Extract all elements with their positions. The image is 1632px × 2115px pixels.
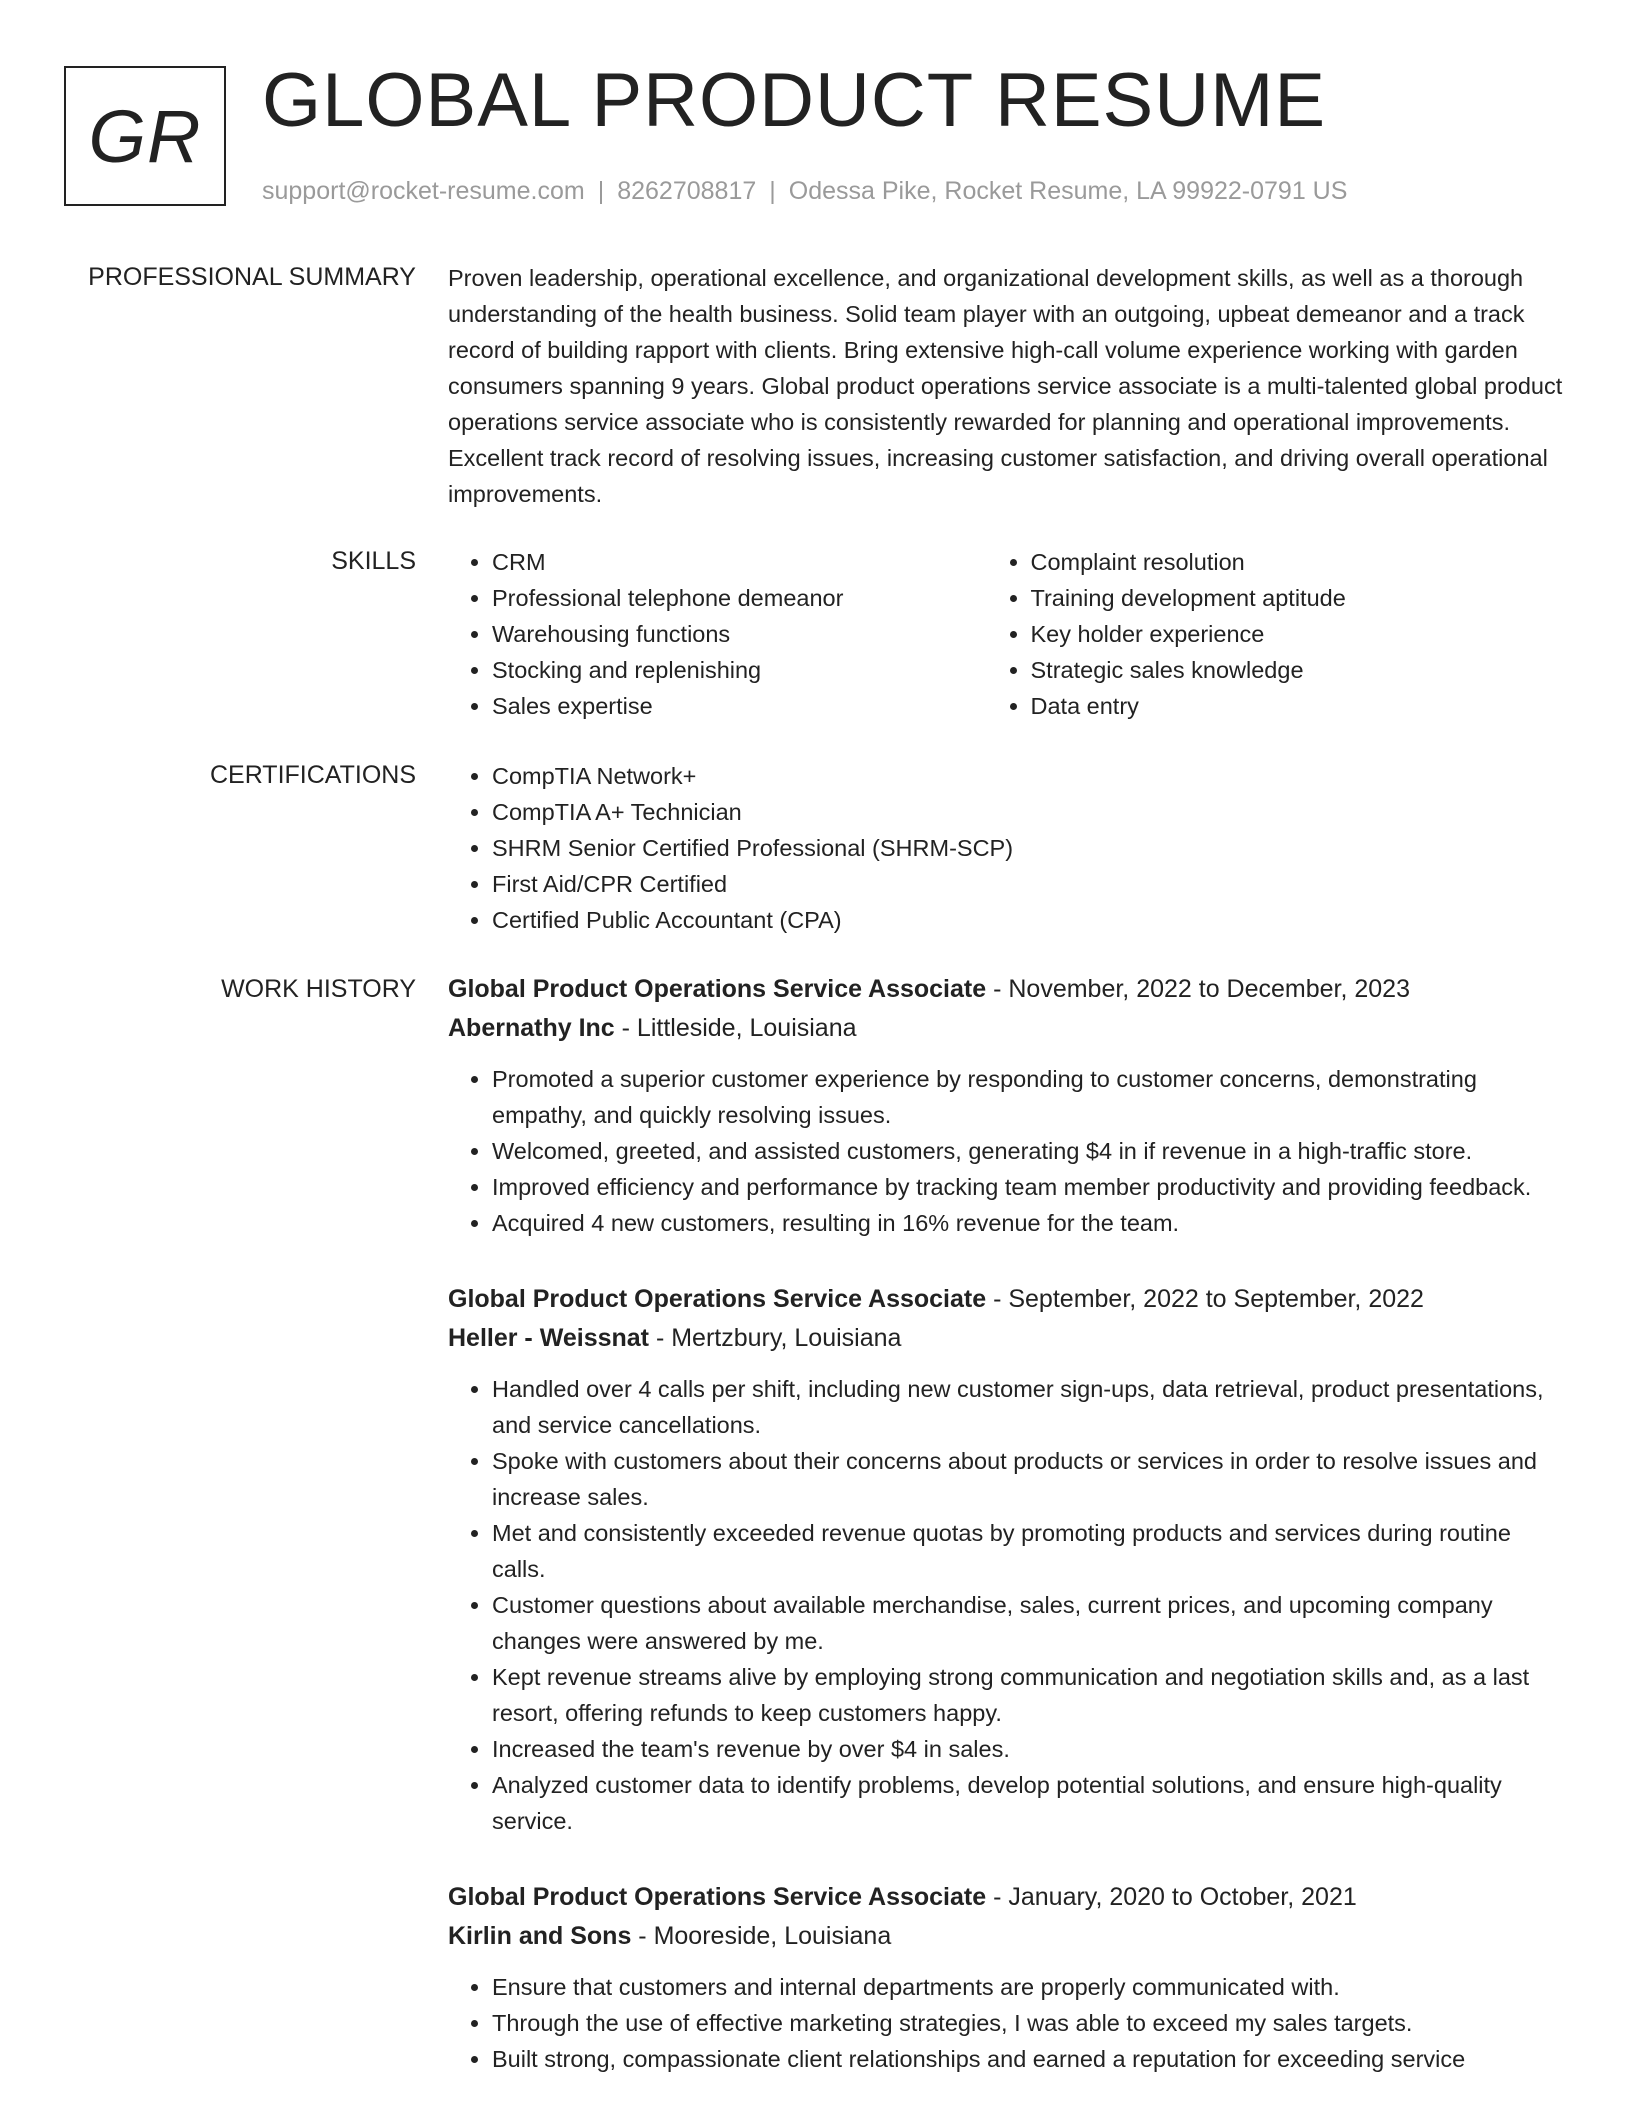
job-bullet: • Increased the team's revenue by over $4 in sales. xyxy=(492,1731,1568,1767)
job-employer-line xyxy=(448,1009,1568,1047)
certification-item: • SHRM Senior Certified Professional (SHRM-SCP) xyxy=(492,830,1568,866)
job-title-line xyxy=(448,1877,1568,1917)
job-bullet: • Built strong, compassionate client relationships and earned a reputation for exceeding service xyxy=(492,2041,1568,2077)
job-title: Global Product Operations Service Associate xyxy=(448,975,987,1003)
summary-heading: PROFESSIONAL SUMMARY xyxy=(88,263,416,291)
job-bullet: • Kept revenue streams alive by employing strong communication and negotiation skills and, as a last resort, offering refunds to keep customers happy. xyxy=(492,1659,1568,1731)
certification-item: • CompTIA A+ Technician xyxy=(492,794,1568,830)
certifications-heading: CERTIFICATIONS xyxy=(209,761,416,789)
job-location: - Mertzbury, Louisiana xyxy=(649,1324,902,1352)
job-bullets xyxy=(448,1371,1568,1839)
contact-phone[interactable]: 8262708817 xyxy=(617,177,757,205)
job-bullet: • Met and consistently exceeded revenue quotas by promoting products and services during routine calls. xyxy=(492,1515,1568,1587)
skill-item: • Professional telephone demeanor xyxy=(492,580,987,616)
job-bullet: • Handled over 4 calls per shift, including new customer sign-ups, data retrieval, product presentations, and service cancellations. xyxy=(492,1371,1568,1443)
job-bullet: • Ensure that customers and internal departments are properly communicated with. xyxy=(492,1969,1568,2005)
certification-item: • Certified Public Accountant (CPA) xyxy=(492,902,1568,938)
job-dates: - November, 2022 to December, 2023 xyxy=(986,975,1410,1003)
job-dates: - September, 2022 to September, 2022 xyxy=(986,1285,1424,1313)
job-location: - Mooreside, Louisiana xyxy=(631,1922,892,1950)
certification-item: • CompTIA Network+ xyxy=(492,758,1568,794)
job-bullet: • Spoke with customers about their concerns about products or services in order to resolve issues and increase sales. xyxy=(492,1443,1568,1515)
certification-item: • First Aid/CPR Certified xyxy=(492,866,1568,902)
job-employer-line xyxy=(448,1319,1568,1357)
contact-email[interactable]: support@rocket-resume.com xyxy=(262,177,585,205)
job-bullets xyxy=(448,1061,1568,1241)
job-title-line xyxy=(448,1279,1568,1319)
job-bullets xyxy=(448,1969,1568,2077)
job-employer-line xyxy=(448,1917,1568,1955)
job-bullet: • Welcomed, greeted, and assisted customers, generating $4 in if revenue in a high-traffic store. xyxy=(492,1133,1568,1169)
job-dates: - January, 2020 to October, 2021 xyxy=(986,1883,1357,1911)
resume-title: GLOBAL PRODUCT RESUME xyxy=(262,58,1327,143)
skill-item: • Sales expertise xyxy=(492,688,987,724)
skill-item: • CRM xyxy=(492,544,987,580)
job-employer: Abernathy Inc xyxy=(448,1014,615,1042)
job-title-line xyxy=(448,969,1568,1009)
job-bullet: • Analyzed customer data to identify problems, develop potential solutions, and ensure high-quality service. xyxy=(492,1767,1568,1839)
skill-item: • Strategic sales knowledge xyxy=(1031,652,1569,688)
contact-address: Odessa Pike, Rocket Resume, LA 99922-0791 US xyxy=(788,177,1348,205)
skill-item: • Training development aptitude xyxy=(1031,580,1569,616)
job-bullet: • Customer questions about available merchandise, sales, current prices, and upcoming company changes were answered by me. xyxy=(492,1587,1568,1659)
work-history-heading: WORK HISTORY xyxy=(221,975,416,1003)
job-employer: Kirlin and Sons xyxy=(448,1922,632,1950)
skill-item: • Stocking and replenishing xyxy=(492,652,987,688)
job-employer: Heller - Weissnat xyxy=(448,1324,650,1352)
job-bullet: • Improved efficiency and performance by tracking team member productivity and providing feedback. xyxy=(492,1169,1568,1205)
skill-item: • Key holder experience xyxy=(1031,616,1569,652)
job-entry xyxy=(448,1279,1568,1839)
monogram-logo: GR xyxy=(64,66,226,206)
job-bullet: • Promoted a superior customer experience by responding to customer concerns, demonstrating empathy, and quickly resolving issues. xyxy=(492,1061,1568,1133)
summary-text: Proven leadership, operational excellence, and organizational development skills, as well as a thorough understanding of the health business. Solid team player with an outgoing, upbeat demeanor and a track record of building rapport with clients. Bring extensive high-call volume experience working with garden consumers spanning 9 years. Global product operations service associate is a multi-talented global product operations service associate who is consistently rewarded for planning and operational improvements. Excellent track record of resolving issues, increasing customer satisfaction, and driving overall operational improvements. xyxy=(448,265,1563,507)
skill-item: • Warehousing functions xyxy=(492,616,987,652)
job-location: - Littleside, Louisiana xyxy=(614,1014,857,1042)
skills-list-left xyxy=(448,544,987,724)
job-bullet: • Through the use of effective marketing strategies, I was able to exceed my sales targets. xyxy=(492,2005,1568,2041)
skills-heading: SKILLS xyxy=(331,547,416,575)
job-title: Global Product Operations Service Associate xyxy=(448,1285,987,1313)
contact-line xyxy=(262,174,1347,208)
job-title: Global Product Operations Service Associate xyxy=(448,1883,987,1911)
skill-item: • Data entry xyxy=(1031,688,1569,724)
certifications-list xyxy=(448,758,1568,938)
contact-separator: | xyxy=(769,177,776,205)
skill-item: • Complaint resolution xyxy=(1031,544,1569,580)
job-bullet: • Acquired 4 new customers, resulting in 16% revenue for the team. xyxy=(492,1205,1568,1241)
job-entry xyxy=(448,1877,1568,2077)
skills-list-right xyxy=(987,544,1569,724)
job-entry xyxy=(448,969,1568,1241)
contact-separator: | xyxy=(597,177,605,205)
